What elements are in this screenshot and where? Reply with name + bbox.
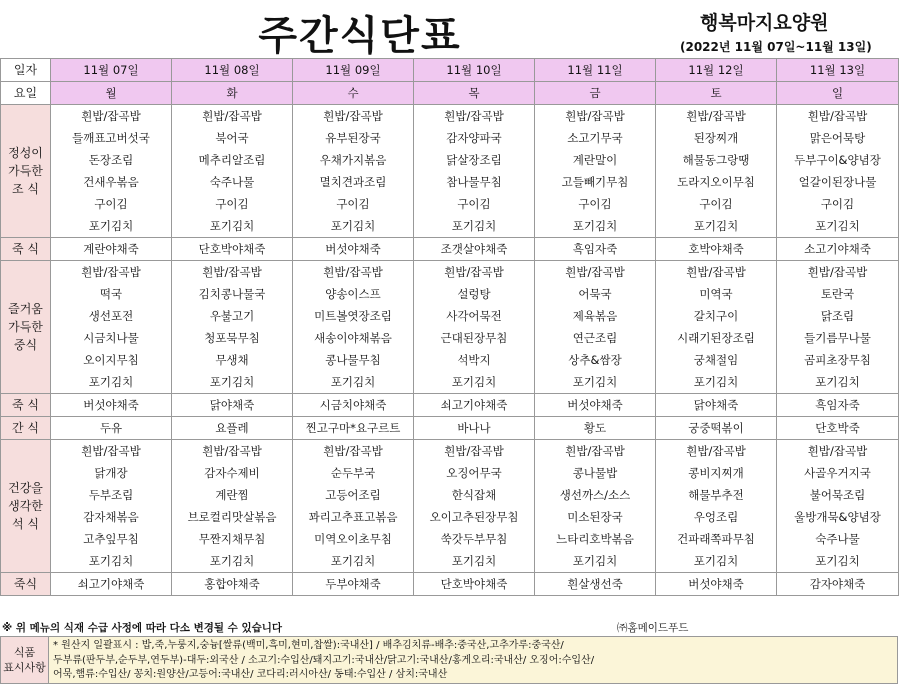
menu-item: 포기김치 [572, 554, 618, 568]
menu-item: 생선포전 [88, 309, 134, 323]
breakfast-row [1, 105, 899, 238]
menu-item: 북어국 [215, 131, 249, 145]
menu-item: 순두부국 [330, 466, 376, 480]
menu-item: 포기김치 [815, 554, 860, 568]
menu-item: 흰밥/잡곡밥 [565, 109, 625, 123]
menu-item: 포기김치 [451, 219, 497, 233]
menu-item: 설렁탕 [457, 287, 491, 301]
dinner-day-cell [293, 440, 414, 573]
menu-item: 김치콩나물국 [198, 287, 266, 301]
menu-item: 닭조림 [820, 309, 855, 323]
breakfast-day-cell [293, 105, 414, 238]
lunch-label-line: 즐거움 [8, 302, 43, 316]
snack-day-cell: 두유 [51, 417, 172, 440]
menu-item: 숙주나물 [209, 175, 255, 189]
menu-item: 멸치견과조림 [319, 175, 387, 189]
menu-item: 새송이야채볶음 [314, 331, 392, 345]
menu-item: 한식잡채 [451, 488, 497, 502]
menu-item: 포기김치 [693, 375, 739, 389]
origin-line: 어묵,햄류:수입산/ 꽁치:원양산/고등어:국내산/ 코다리:러시아산/ 동태:수입산 / 삼치:국내산 [53, 669, 448, 680]
porridge3-day-cell: 홍합야채죽 [172, 573, 293, 596]
dinner-day-cell [51, 440, 172, 573]
porridge2-day-cell: 시금치야채죽 [293, 394, 414, 417]
menu-item: 돈장조림 [88, 153, 134, 167]
menu-item: 포기김치 [451, 375, 497, 389]
breakfast-day-cell [777, 105, 899, 238]
page-title: 주간식단표 [258, 13, 462, 59]
porridge2-day-cell: 닭야채죽 [172, 394, 293, 417]
menu-item: 포기김치 [451, 554, 497, 568]
porridge1-day-cell: 조갯살야채죽 [414, 238, 535, 261]
menu-item: 흰밥/잡곡밥 [202, 265, 262, 279]
menu-item: 포기김치 [815, 219, 860, 233]
menu-item: 오이고추된장무침 [429, 510, 519, 524]
menu-item: 꽈리고추표고볶음 [308, 510, 398, 524]
date-cell: 11월 10일 [414, 59, 535, 82]
menu-item: 흰밥/잡곡밥 [686, 109, 746, 123]
menu-item: 흰밥/잡곡밥 [202, 444, 262, 458]
menu-item: 흰밥/잡곡밥 [444, 444, 504, 458]
menu-item: 구이김 [94, 197, 128, 211]
breakfast-label-line: 정성이 [8, 146, 43, 160]
porridge3-label: 죽식 [1, 573, 51, 596]
menu-item: 해물부추전 [688, 488, 744, 502]
porridge3-day-cell: 감자야채죽 [777, 573, 899, 596]
dinner-label [1, 440, 51, 573]
menu-item: 흰밥/잡곡밥 [323, 444, 383, 458]
lunch-day-cell [414, 261, 535, 394]
menu-item: 포기김치 [693, 219, 739, 233]
breakfast-label [1, 105, 51, 238]
menu-item: 우채가지볶음 [319, 153, 387, 167]
menu-item: 흰밥/잡곡밥 [807, 109, 868, 123]
dinner-label-line: 석 식 [12, 517, 39, 531]
lunch-day-cell [535, 261, 656, 394]
weekday-cell: 목 [414, 82, 535, 105]
menu-item: 토란국 [820, 287, 855, 301]
menu-item: 콩비지찌개 [688, 466, 744, 480]
menu-item: 포기김치 [330, 219, 376, 233]
menu-item: 흰밥/잡곡밥 [81, 109, 141, 123]
menu-item: 브로컬리맛살볶음 [187, 510, 277, 524]
menu-item: 청포묵무침 [204, 331, 260, 345]
snack-day-cell: 요플레 [172, 417, 293, 440]
weekday-cell: 수 [293, 82, 414, 105]
menu-item: 포기김치 [209, 219, 255, 233]
dinner-label-line: 건강을 [8, 481, 43, 495]
dinner-day-cell [656, 440, 777, 573]
menu-item: 닭개장 [94, 466, 128, 480]
menu-item: 맑은어묵탕 [809, 131, 866, 145]
dinner-day-cell [535, 440, 656, 573]
menu-item: 구이김 [578, 197, 612, 211]
breakfast-label-line: 가득한 [8, 164, 43, 178]
menu-item: 사골우거지국 [804, 466, 871, 480]
menu-item: 흰밥/잡곡밥 [202, 109, 262, 123]
date-label: 일자 [1, 59, 51, 82]
weekday-cell: 화 [172, 82, 293, 105]
porridge1-day-cell: 계란야채죽 [51, 238, 172, 261]
lunch-day-cell [172, 261, 293, 394]
porridge3-day-cell: 흰살생선죽 [535, 573, 656, 596]
porridge2-day-cell: 버섯야채죽 [535, 394, 656, 417]
snack-day-cell: 황도 [535, 417, 656, 440]
menu-item: 떡국 [99, 287, 123, 301]
dinner-row [1, 440, 899, 573]
porridge2-day-cell: 쇠고기야채죽 [414, 394, 535, 417]
menu-item: 생선까스/소스 [559, 488, 631, 502]
menu-period: (2022년 11월 07일~11월 13일) [680, 40, 872, 54]
porridge3-day-cell: 쇠고기야채죽 [51, 573, 172, 596]
menu-item: 곰피초장무침 [804, 353, 871, 367]
menu-item: 고들빼기무침 [561, 175, 629, 189]
menu-item: 닭살장조림 [446, 153, 502, 167]
menu-item: 된장찌개 [693, 131, 739, 145]
menu-item: 구이김 [457, 197, 491, 211]
date-cell: 11월 11일 [535, 59, 656, 82]
breakfast-day-cell [535, 105, 656, 238]
menu-item: 어묵국 [578, 287, 612, 301]
weekday-cell: 금 [535, 82, 656, 105]
change-notice: ※ 위 메뉴의 식재 수급 사정에 따라 다소 변경될 수 있습니다 [2, 622, 283, 634]
breakfast-day-cell [172, 105, 293, 238]
menu-item: 고등어조림 [325, 488, 381, 502]
porridge3-day-cell: 버섯야채죽 [656, 573, 777, 596]
origin-line: 두부류(판두부,순두부,연두부)-대두:외국산 / 소고기:수입산/돼지고기:국내산/닭고기:국내산/홍게오리:국내산/ 오징어:수입산/ [53, 654, 595, 666]
porridge1-label: 죽 식 [1, 238, 51, 261]
weekday-row [1, 82, 899, 105]
menu-item: 건파래쪽파무침 [677, 532, 755, 546]
menu-item: 흰밥/잡곡밥 [81, 444, 141, 458]
menu-item: 쑥갓두부무침 [440, 532, 508, 546]
menu-item: 흰밥/잡곡밥 [444, 109, 504, 123]
porridge2-day-cell: 닭야채죽 [656, 394, 777, 417]
menu-item: 흰밥/잡곡밥 [686, 444, 746, 458]
porridge-row-2 [1, 394, 899, 417]
weekday-cell: 토 [656, 82, 777, 105]
menu-item: 얼갈이된장나물 [798, 175, 877, 189]
lunch-row [1, 261, 899, 394]
snack-day-cell: 단호박죽 [777, 417, 899, 440]
menu-item: 상추&쌈장 [568, 353, 622, 367]
breakfast-day-cell [414, 105, 535, 238]
weekday-label: 요일 [1, 82, 51, 105]
menu-item: 두부구이&양념장 [794, 153, 881, 167]
breakfast-label-line: 조 식 [12, 182, 39, 196]
menu-item: 석박지 [457, 353, 491, 367]
institution-name: 행복마지요양원 [700, 12, 829, 34]
menu-item: 참나물무침 [446, 175, 502, 189]
menu-item: 건새우볶음 [83, 175, 139, 189]
menu-item: 유부된장국 [325, 131, 381, 145]
menu-item: 포기김치 [815, 375, 860, 389]
menu-item: 시래기된장조림 [677, 331, 755, 345]
menu-item: 오징어무국 [446, 466, 502, 480]
weekly-menu-table [0, 58, 899, 596]
snack-label: 간 식 [1, 417, 51, 440]
menu-item: 해물동그랑땡 [682, 153, 750, 167]
porridge3-day-cell: 단호박야채죽 [414, 573, 535, 596]
menu-item: 제육볶음 [572, 309, 618, 323]
menu-item: 사각어묵전 [446, 309, 502, 323]
snack-row [1, 417, 899, 440]
menu-item: 흰밥/잡곡밥 [444, 265, 504, 279]
menu-item: 감자수제비 [204, 466, 260, 480]
menu-item: 포기김치 [693, 554, 739, 568]
menu-item: 미역국 [699, 287, 733, 301]
snack-day-cell: 궁중떡볶이 [656, 417, 777, 440]
breakfast-day-cell [51, 105, 172, 238]
menu-item: 갈치구이 [693, 309, 739, 323]
breakfast-day-cell [656, 105, 777, 238]
menu-item: 무짠지채무침 [198, 532, 266, 546]
menu-item: 미트볼엿장조림 [314, 309, 392, 323]
porridge1-day-cell: 버섯야채죽 [293, 238, 414, 261]
menu-item: 숙주나물 [815, 532, 860, 546]
menu-item: 시금치나물 [83, 331, 139, 345]
origin-info [53, 639, 594, 683]
porridge2-label: 죽 식 [1, 394, 51, 417]
menu-item: 무생채 [215, 353, 249, 367]
menu-item: 콩나물무침 [325, 353, 381, 367]
dinner-day-cell [414, 440, 535, 573]
porridge3-day-cell: 두부야채죽 [293, 573, 414, 596]
menu-item: 울방개묵&양념장 [794, 510, 881, 524]
menu-item: 양송이스프 [325, 287, 381, 301]
menu-item: 계란말이 [572, 153, 618, 167]
menu-item: 두부조림 [88, 488, 134, 502]
menu-item: 콩나물밥 [572, 466, 618, 480]
dinner-day-cell [777, 440, 899, 573]
menu-item: 계란찜 [215, 488, 249, 502]
porridge2-day-cell: 흑임자죽 [777, 394, 899, 417]
porridge1-day-cell: 단호박야채죽 [172, 238, 293, 261]
menu-item: 포기김치 [88, 375, 134, 389]
menu-item: 흰밥/잡곡밥 [323, 109, 383, 123]
menu-item: 불어묵조림 [809, 488, 866, 502]
origin-line: * 원산지 일괄표시 : 밥,죽,누룽지,숭늉[쌀류(백미,흑미,현미,찹쌀):국내산] / 배추김치류-배추:중국산,고추가루:중국산/ [53, 640, 564, 651]
menu-item: 오이지무침 [83, 353, 139, 367]
food-labeling-label [1, 637, 49, 683]
porridge2-day-cell: 버섯야채죽 [51, 394, 172, 417]
menu-item: 들깨표고버섯국 [72, 131, 150, 145]
lunch-day-cell [293, 261, 414, 394]
menu-item: 포기김치 [88, 219, 134, 233]
menu-item: 연근조림 [572, 331, 618, 345]
menu-item: 소고기무국 [567, 131, 623, 145]
dinner-day-cell [172, 440, 293, 573]
menu-item: 미역오이초무침 [314, 532, 392, 546]
menu-item: 감자채볶음 [83, 510, 139, 524]
menu-item: 포기김치 [572, 219, 618, 233]
lunch-label-line: 가득한 [8, 320, 43, 334]
date-cell: 11월 07일 [51, 59, 172, 82]
menu-item: 들기름무나물 [804, 331, 871, 345]
menu-item: 흰밥/잡곡밥 [565, 444, 625, 458]
menu-item: 포기김치 [209, 375, 255, 389]
menu-item: 흰밥/잡곡밥 [565, 265, 625, 279]
menu-item: 우불고기 [209, 309, 255, 323]
menu-item: 도라지오이무침 [677, 175, 755, 189]
menu-item: 감자양파국 [446, 131, 502, 145]
porridge-row-1 [1, 238, 899, 261]
menu-item: 궁채절임 [693, 353, 739, 367]
menu-item: 흰밥/잡곡밥 [807, 444, 868, 458]
porridge-row-3 [1, 573, 899, 596]
supplier-name: ㈜홈메이드푸드 [617, 622, 689, 634]
lunch-day-cell [51, 261, 172, 394]
date-cell: 11월 12일 [656, 59, 777, 82]
menu-item: 구이김 [699, 197, 733, 211]
menu-item: 우엉조림 [693, 510, 739, 524]
snack-day-cell: 바나나 [414, 417, 535, 440]
menu-item: 고추잎무침 [83, 532, 139, 546]
porridge1-day-cell: 소고기야채죽 [777, 238, 899, 261]
snack-day-cell: 찐고구마*요구르트 [293, 417, 414, 440]
menu-item: 구이김 [336, 197, 370, 211]
menu-item: 흰밥/잡곡밥 [81, 265, 141, 279]
menu-item: 흰밥/잡곡밥 [807, 265, 868, 279]
menu-item: 구이김 [215, 197, 249, 211]
menu-item: 포기김치 [330, 375, 376, 389]
menu-item: 구이김 [820, 197, 855, 211]
date-cell: 11월 08일 [172, 59, 293, 82]
date-cell: 11월 09일 [293, 59, 414, 82]
food-labeling-label-line: 식품 [13, 646, 36, 659]
menu-item: 포기김치 [88, 554, 134, 568]
menu-item: 흰밥/잡곡밥 [686, 265, 746, 279]
lunch-day-cell [777, 261, 899, 394]
food-labeling-label-line: 표시사항 [3, 661, 46, 674]
porridge1-day-cell: 호박야채죽 [656, 238, 777, 261]
weekday-cell: 월 [51, 82, 172, 105]
dinner-label-line: 생각한 [8, 499, 43, 513]
menu-item: 흰밥/잡곡밥 [323, 265, 383, 279]
porridge1-day-cell: 흑임자죽 [535, 238, 656, 261]
menu-item: 근대된장무침 [440, 331, 508, 345]
date-cell: 11월 13일 [777, 59, 899, 82]
menu-item: 메추리알조림 [198, 153, 266, 167]
weekday-cell: 일 [777, 82, 899, 105]
menu-item: 느타리호박볶음 [556, 532, 634, 546]
food-labeling-box [0, 636, 898, 684]
menu-item: 미소된장국 [567, 510, 623, 524]
date-row [1, 59, 899, 82]
lunch-day-cell [656, 261, 777, 394]
lunch-label [1, 261, 51, 394]
menu-item: 포기김치 [330, 554, 376, 568]
lunch-label-line: 중식 [13, 338, 38, 352]
menu-item: 포기김치 [209, 554, 255, 568]
menu-item: 포기김치 [572, 375, 618, 389]
